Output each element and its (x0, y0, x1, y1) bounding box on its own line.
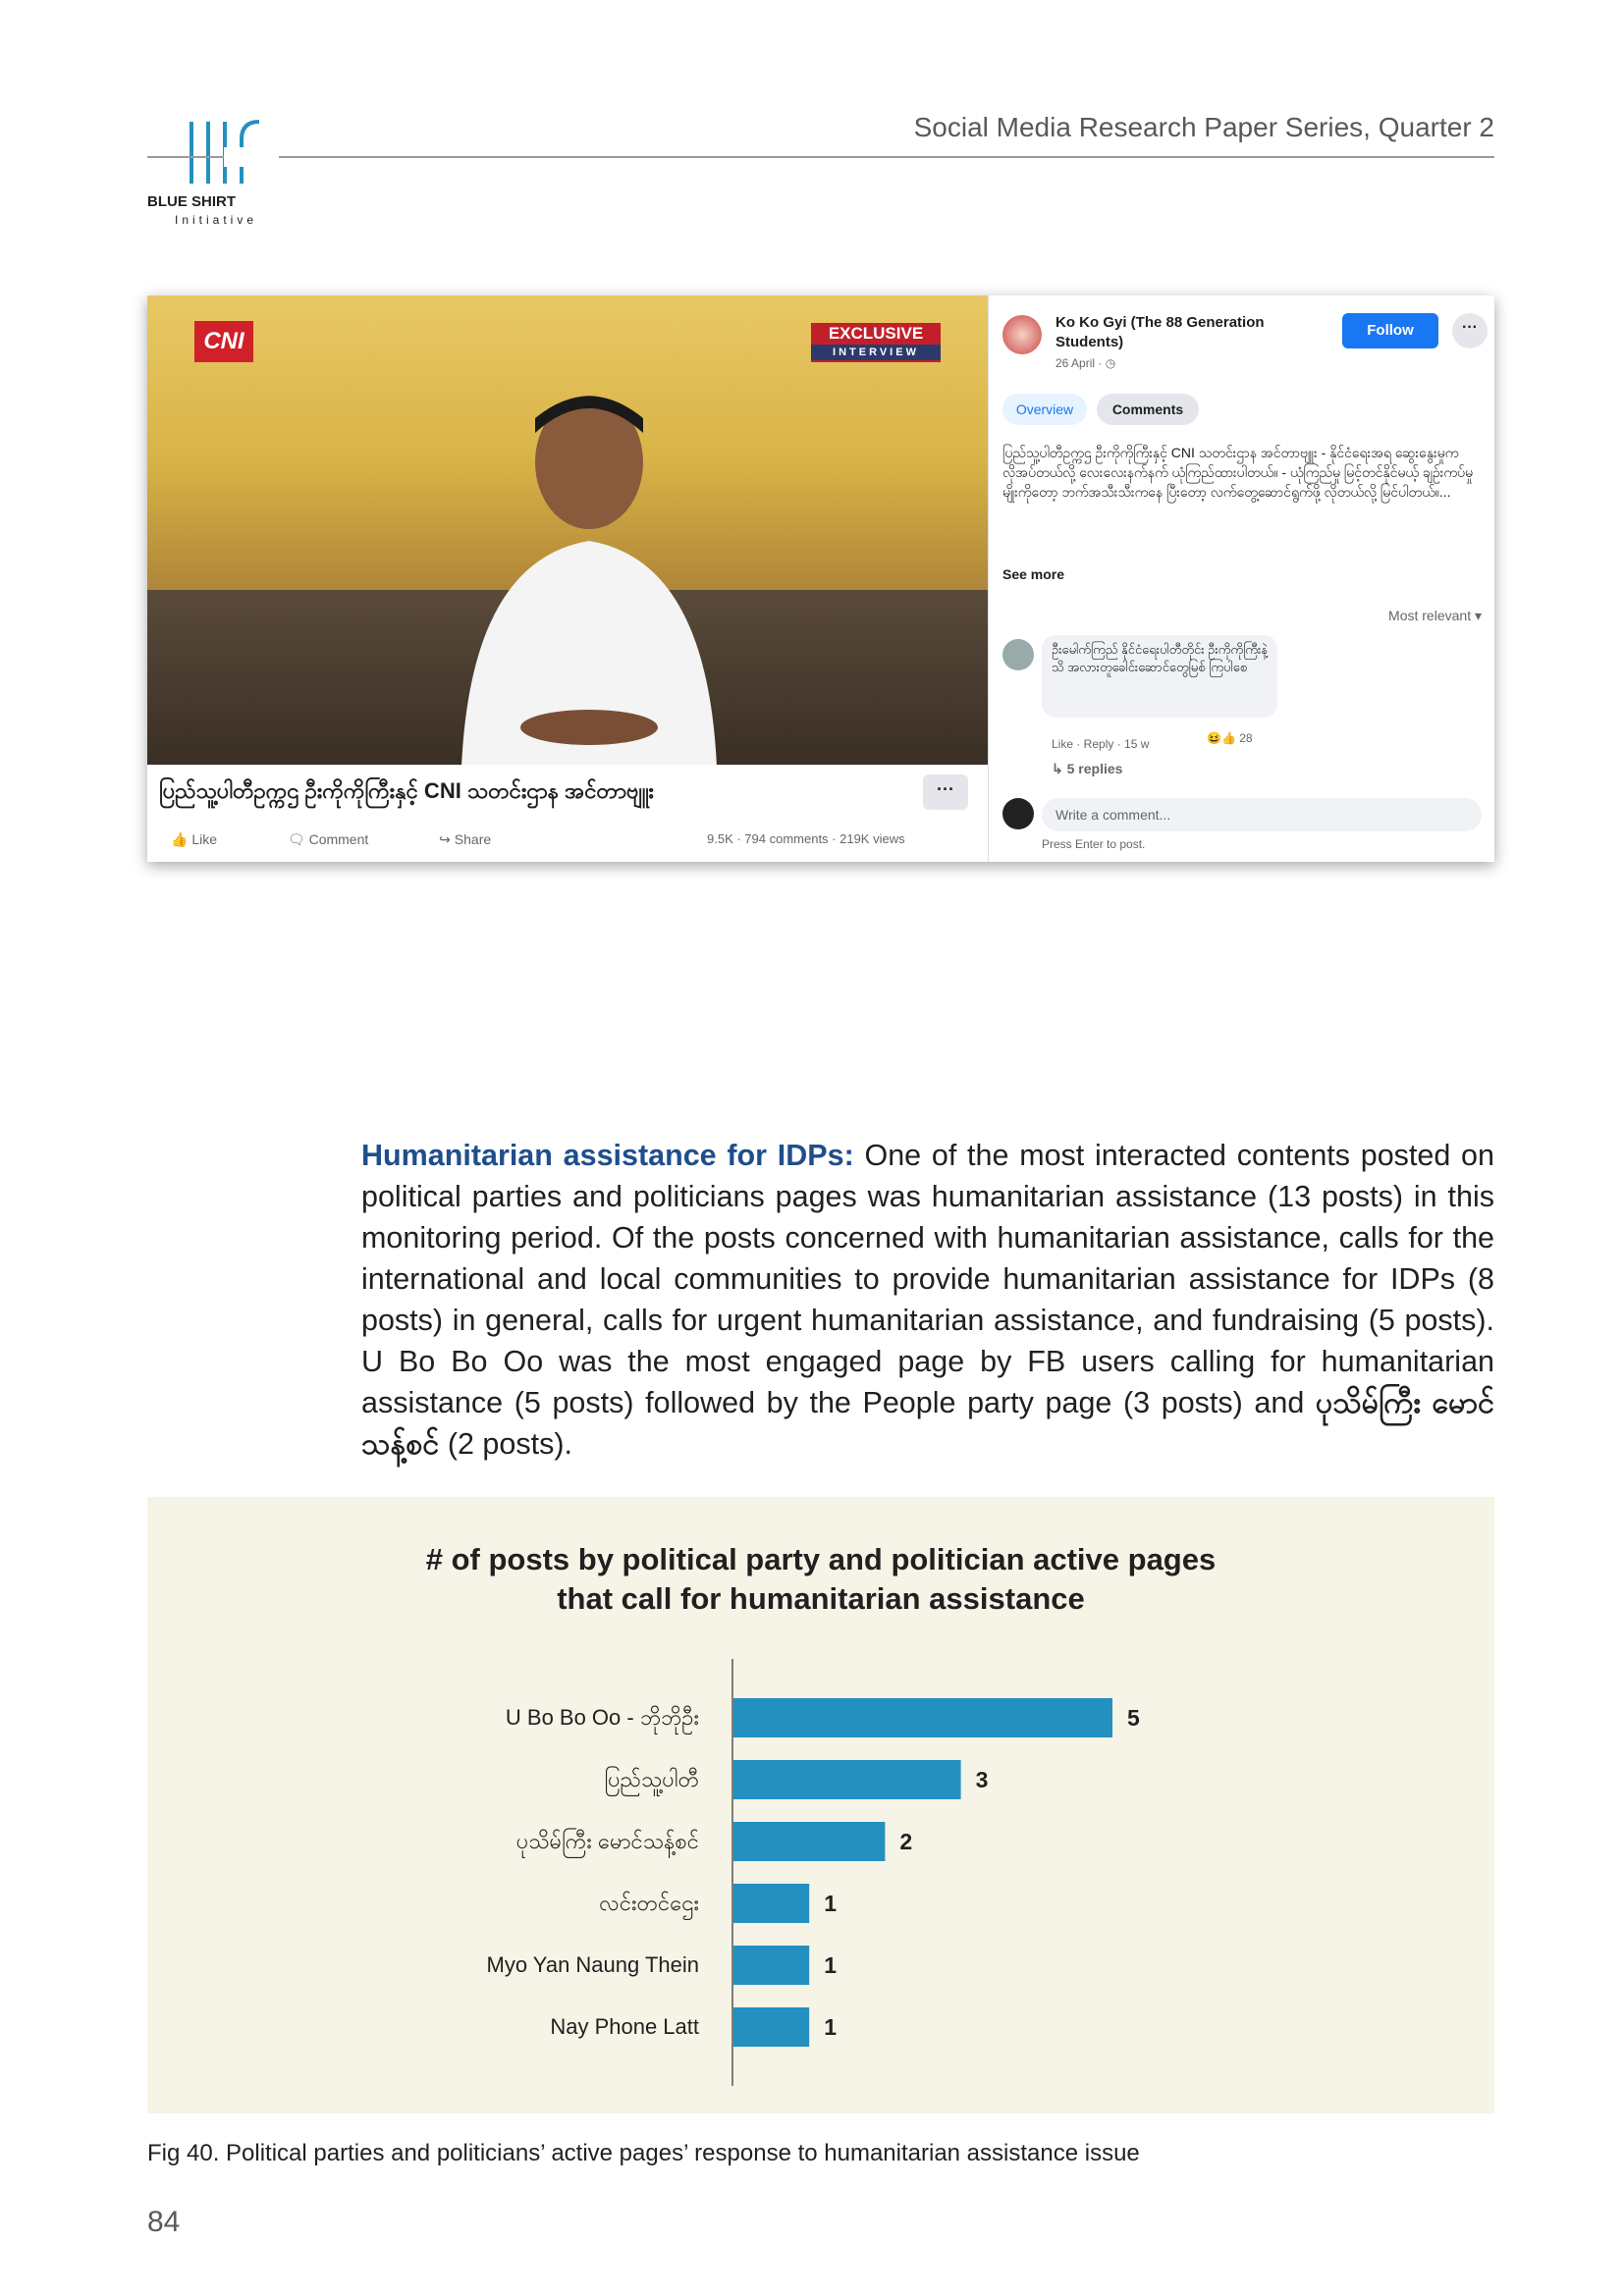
comment-input[interactable]: Write a comment... (1042, 798, 1482, 831)
bar-chart (147, 1497, 1494, 2113)
chart-plot (147, 1497, 1494, 2113)
tab-overview[interactable]: Overview (1002, 394, 1087, 425)
bar (733, 2007, 809, 2047)
figure-caption: Fig 40. Political parties and politicians’ active pages’ response to humanitarian assistance issue (147, 2140, 1140, 2166)
bar-value-label: 1 (824, 1952, 837, 1978)
bar (733, 1760, 961, 1799)
comment-meta[interactable]: Like · Reply · 15 w (1052, 737, 1150, 751)
category-label: U Bo Bo Oo - ဘိုဘိုဦး (505, 1705, 699, 1730)
logo-name: BLUE SHIRT (147, 193, 236, 210)
more-options-button[interactable]: ··· (923, 774, 968, 810)
logo-subtitle: Initiative (175, 213, 258, 227)
bar-value-label: 5 (1127, 1705, 1140, 1731)
comment-reactions: 😆👍 28 (1207, 731, 1253, 745)
tab-comments[interactable]: Comments (1097, 394, 1199, 425)
bar-value-label: 1 (824, 1891, 837, 1916)
category-label: လင်းတင်ဌေး (599, 1891, 699, 1915)
bar (733, 1698, 1112, 1737)
commenter-avatar[interactable] (1002, 639, 1034, 670)
category-label: Myo Yan Naung Thein (486, 1952, 699, 1977)
share-button[interactable]: ↪ Share (439, 831, 492, 847)
video-caption: ပြည်သူ့ပါတီဥက္ကဌ ဦးကိုကိုကြီးနှင့် CNI သတင်းဌာန အင်တာဗျူး (159, 778, 654, 803)
sort-dropdown[interactable]: Most relevant ▾ (1388, 608, 1482, 623)
video-frame (147, 295, 988, 765)
like-button[interactable]: 👍 Like (171, 831, 218, 847)
view-replies-link[interactable]: ↳ 5 replies (1052, 761, 1123, 776)
category-label: Nay Phone Latt (550, 2014, 699, 2039)
exclusive-subtitle: INTERVIEW (811, 345, 941, 360)
exclusive-badge (811, 323, 941, 362)
post-date: 26 April · ◷ (1056, 356, 1116, 370)
panel-more-icon[interactable]: ··· (1452, 313, 1488, 348)
comment-bubble: ဦးမေါက်ကြည် နိုင်ငံရေးပါတီတိုင်း ဦးကိုကိုကြီးနဲ့သိ အလားတူခေါင်းဆောင်တွေမြစ် ကြပါစေ (1042, 635, 1277, 718)
facebook-comments-panel (988, 295, 1494, 862)
category-label: ပုသိမ်ကြီး မောင်သန့်စင် (515, 1829, 699, 1853)
bar (733, 1884, 809, 1923)
page-name[interactable]: Ko Ko Gyi (The 88 Generation Students) (1056, 314, 1265, 350)
user-avatar (1002, 798, 1034, 829)
cni-logo: CNI (194, 321, 253, 362)
post-actions (171, 831, 558, 848)
exclusive-title: EXCLUSIVE (828, 324, 924, 343)
page-avatar[interactable] (1002, 315, 1042, 354)
body-paragraph (361, 1135, 1494, 1465)
category-label: ပြည်သူ့ပါတီ (604, 1767, 699, 1791)
paragraph-page-name: ပုသိမ်ကြီး မောင်သန့်စင် (361, 1386, 1495, 1461)
see-more-link[interactable]: See more (1002, 566, 1065, 582)
facebook-video-screenshot (147, 295, 1494, 862)
series-title: Social Media Research Paper Series, Quarter 2 (913, 112, 1494, 142)
header-divider-gap (224, 147, 279, 167)
chart-title-line-2: that call for humanitarian assistance (557, 1581, 1085, 1616)
comment-button[interactable]: 🗨 Comment (287, 831, 369, 847)
header-divider (147, 156, 1494, 158)
chart-title-line-1: # of posts by political party and politician active pages (425, 1542, 1217, 1576)
follow-button[interactable]: Follow (1342, 313, 1438, 348)
bar-value-label: 3 (975, 1767, 989, 1792)
organization-logo (147, 110, 285, 233)
bar (733, 1822, 885, 1861)
paragraph-lead: Humanitarian assistance for IDPs: (361, 1139, 854, 1172)
page-number: 84 (147, 2206, 181, 2238)
paragraph-tail: (2 posts). (439, 1427, 572, 1461)
press-enter-hint: Press Enter to post. (1042, 837, 1146, 851)
bar-value-label: 1 (824, 2014, 837, 2040)
interviewee-figure (442, 374, 736, 765)
bar (733, 1946, 809, 1985)
bar-value-label: 2 (899, 1829, 913, 1854)
post-text: ပြည်သူ့ပါတီဥက္ကဌ ဦးကိုကိုကြီးနှင့် CNI သတင်းဌာန အင်တာဗျူး - နိုင်ငံရေးအရ ဆွေးနွေးမှုက လိုအပ်တယ်လို့ လေးလေးနက်နက် ယုံကြည်ထားပါတယ်။ - ယုံကြည်မှု မြင့်တင်နိုင်မယ့် ချဉ်းကပ်မှုမျိုးကိုတော့ ဘက်အသီးသီးကနေ ပြီးတော့ လက်တွေ့ဆောင်ရွက်ဖို့ လိုတယ်လို့ မြင်ပါတယ်။... (1002, 445, 1474, 500)
post-stats: 9.5K · 794 comments · 219K views (707, 831, 905, 846)
paragraph-body: One of the most interacted contents posted on political parties and politicians pages was humanitarian assistance (13 posts) in this monitoring period. Of the posts concerned with humanitarian assistance, calls for the international and local communities to provide humanitarian assistance for IDPs (8 posts) in general, calls for urgent humanitarian assistance, and fundraising (5 posts). U Bo Bo Oo was the most engaged page by FB users calling for humanitarian assistance (5 posts) followed by the People party page (3 posts) and (361, 1139, 1494, 1419)
